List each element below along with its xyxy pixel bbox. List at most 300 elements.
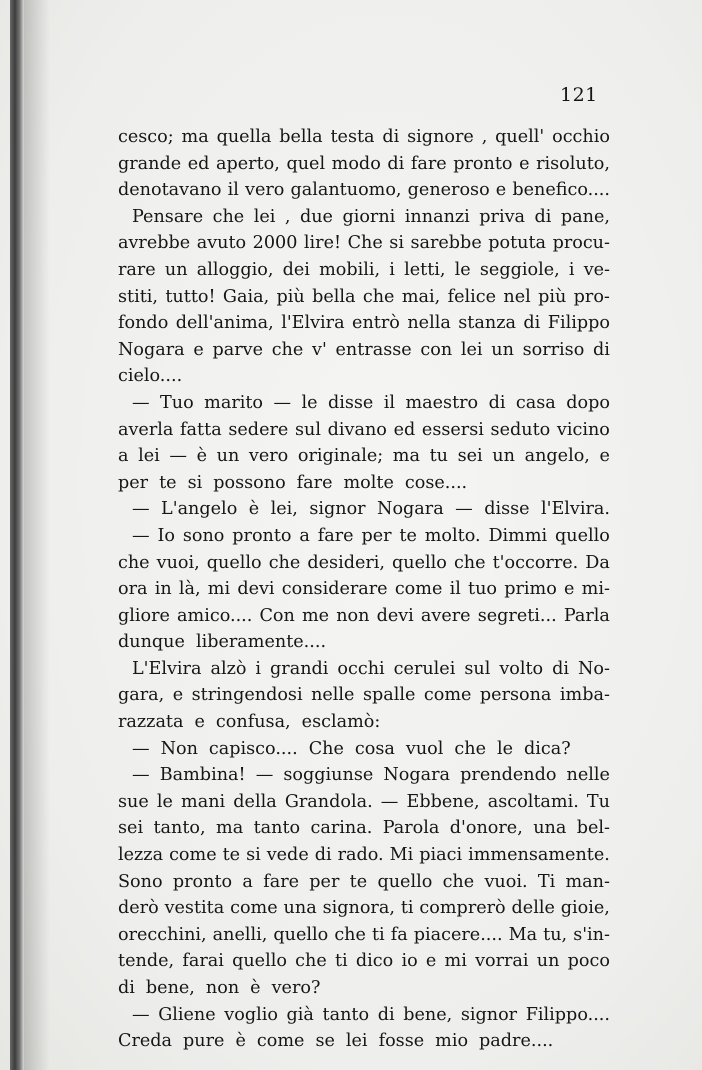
word: dell'anima, [175, 313, 274, 334]
word: Parla [563, 605, 610, 626]
text-line [118, 869, 610, 896]
word: tende, [118, 951, 175, 972]
word: mi [444, 951, 467, 972]
word: risoluto, [536, 153, 610, 174]
word: l'Elvira [281, 313, 345, 334]
word: disse [484, 499, 530, 520]
word: fare [296, 472, 333, 493]
word: ma [392, 446, 420, 467]
word: sul [464, 658, 491, 679]
book-binding-edge [10, 0, 24, 1070]
word: come [394, 579, 443, 600]
word: s'in- [573, 924, 610, 945]
word: gara, [118, 685, 165, 706]
word: sorriso [522, 339, 585, 360]
word: Filippo [547, 313, 610, 334]
word: felice [447, 286, 497, 307]
text-line [118, 736, 610, 763]
word: ora [118, 579, 148, 600]
word: mi [207, 579, 231, 600]
word: dei [282, 259, 310, 280]
word: là, [178, 579, 201, 600]
word: della [233, 791, 277, 812]
word: vicino [556, 419, 610, 440]
word: orecchini, [118, 924, 207, 945]
word: nelle [311, 685, 355, 706]
word: considerare [281, 579, 388, 600]
word: è [250, 978, 261, 998]
text-line [118, 550, 610, 577]
word: Nogara [377, 499, 444, 520]
word: due [299, 206, 333, 227]
word: e [495, 180, 507, 201]
word: Non [160, 738, 198, 759]
word: che [268, 552, 301, 573]
word: di [382, 127, 400, 147]
word: cerulei [393, 658, 456, 679]
page-number: 121 [560, 84, 598, 106]
text-line [118, 257, 610, 284]
text-line [118, 417, 610, 444]
word: di [534, 206, 552, 227]
word: razzata [118, 712, 184, 733]
word: e [564, 579, 575, 600]
word: — [132, 1004, 150, 1025]
word: Gliene [158, 1004, 216, 1025]
word: vorrai [475, 951, 529, 972]
word: è [248, 499, 260, 520]
word: io [401, 951, 418, 972]
word: denotavano [118, 180, 222, 201]
word: No- [578, 658, 610, 679]
text-line [118, 629, 610, 656]
text-line [118, 895, 610, 922]
word: il [449, 579, 461, 600]
word: lei, [270, 499, 298, 520]
word: quello [206, 552, 262, 573]
word: Ti [537, 871, 556, 892]
word: vero? [271, 978, 321, 998]
word: testa [330, 127, 375, 147]
word: di [387, 153, 405, 174]
word: più [538, 286, 567, 307]
text-line [118, 310, 610, 337]
word: di [488, 392, 506, 413]
word: occhio [552, 127, 610, 147]
word: bel- [576, 818, 610, 839]
word: cose.... [404, 472, 468, 493]
word: volto [499, 658, 544, 679]
word: capisco.... [208, 738, 298, 759]
word: signore [407, 127, 474, 147]
word: i [389, 259, 395, 280]
word: fondo [118, 313, 169, 334]
word: più [276, 286, 305, 307]
word: ti [371, 924, 385, 945]
word: ti [400, 898, 414, 919]
word: disse [327, 392, 374, 413]
text-line [118, 709, 610, 736]
word: dico [355, 951, 394, 972]
word: quello [232, 951, 287, 972]
word: che [334, 924, 366, 945]
word: rare [118, 259, 156, 280]
word: bella [279, 127, 323, 147]
word: pane, [560, 206, 610, 227]
word: per [361, 525, 392, 546]
word: pure [183, 1031, 225, 1052]
word: nel [503, 286, 531, 307]
text-line [118, 1028, 610, 1055]
word: soggiunse [283, 765, 374, 786]
word: per [309, 871, 340, 892]
word: modo [331, 153, 381, 174]
word: vuoi, [156, 552, 200, 573]
text-line [118, 496, 610, 523]
word: molte [343, 472, 394, 493]
text-line [118, 284, 610, 311]
word: Sono [118, 871, 163, 892]
word: , [284, 206, 291, 227]
word: mai, [401, 286, 441, 307]
word: — [132, 392, 150, 413]
word: segreti... [477, 605, 557, 626]
text-line [118, 842, 610, 869]
word: casa [515, 392, 556, 413]
word: un [491, 339, 514, 360]
word: ve- [583, 259, 610, 280]
word: tu, [543, 924, 568, 945]
word: quello [392, 552, 447, 573]
word: lei [460, 339, 483, 360]
word: liberamente.... [195, 632, 327, 653]
word: fa [390, 924, 408, 945]
word: giorni [342, 206, 396, 227]
word: signor [309, 499, 366, 520]
word: vestita [164, 898, 225, 919]
word: desideri, [307, 552, 385, 573]
word: e [599, 446, 610, 467]
word: sei [457, 446, 483, 467]
word: mio [435, 1031, 469, 1052]
word: letti, [404, 259, 446, 280]
word: signora, [322, 898, 395, 919]
word: signor [460, 1004, 518, 1025]
text-line [118, 337, 610, 364]
word: si [389, 233, 404, 254]
word: che [362, 286, 395, 307]
word: entrò [352, 313, 400, 334]
word: — [455, 499, 473, 520]
text-line [118, 948, 610, 975]
word: quello [555, 525, 610, 546]
word: Creda [118, 1031, 173, 1052]
text-line [118, 390, 610, 417]
word: Nogara [118, 339, 185, 360]
word: — [132, 499, 150, 520]
word: e [425, 951, 437, 972]
word: Ma [508, 924, 538, 945]
word: rado. [337, 845, 384, 866]
word: dopo [566, 392, 610, 413]
word: confusa, [215, 712, 291, 733]
word: v' [312, 339, 327, 360]
word: te [222, 845, 241, 866]
word: gliore [118, 605, 170, 626]
word: ed [393, 419, 416, 440]
word: possono [213, 472, 286, 493]
text-line [118, 656, 610, 683]
word: comprerò [419, 898, 506, 919]
word: procu- [552, 233, 610, 254]
word: come [230, 898, 278, 919]
text-line [118, 603, 610, 630]
word: galantuomo, [290, 180, 402, 201]
word: vede [266, 845, 309, 866]
word: lezza [118, 845, 164, 866]
word: t'occorre. [492, 552, 579, 573]
text-line [118, 1002, 610, 1029]
word: bene, [403, 1004, 453, 1025]
word: Mi [389, 845, 414, 866]
word: e [172, 685, 184, 706]
word: tanto, [153, 818, 206, 839]
word: avrebbe [118, 233, 191, 254]
word: ed [187, 153, 210, 174]
word: immensamente. [468, 845, 610, 866]
word: come [169, 845, 217, 866]
word: te [159, 472, 177, 493]
word: Ebbene, [406, 791, 480, 812]
word: e [519, 153, 530, 174]
word: mi- [581, 579, 610, 600]
text-line [118, 789, 610, 816]
word: esclamò: [301, 712, 381, 733]
word: Tu [586, 791, 610, 812]
word: pronto [172, 871, 233, 892]
text-line [118, 443, 610, 470]
word: Io [157, 525, 175, 546]
word: Nogara [383, 765, 451, 786]
word: parve [212, 339, 263, 360]
word: fatta [180, 419, 222, 440]
word: è [235, 1031, 246, 1052]
word: che [212, 206, 245, 227]
word: cosa [354, 738, 395, 759]
word: occhi [337, 658, 385, 679]
word: sedere [228, 419, 289, 440]
word: te [399, 525, 417, 546]
word: quell' [495, 127, 545, 147]
word: primo [504, 579, 557, 600]
word: se [315, 1031, 335, 1052]
word: — [169, 446, 187, 467]
word: grande [118, 153, 182, 174]
word: una [533, 818, 567, 839]
word: — [132, 738, 150, 759]
word: vuoi. [484, 871, 528, 892]
word: non [336, 605, 370, 626]
word: Pensare [132, 206, 204, 227]
word: è [196, 446, 208, 467]
word: fosse [378, 1031, 425, 1052]
word: Gaia, [222, 286, 270, 307]
word: — [132, 525, 150, 546]
word: le [497, 738, 514, 759]
word: Filippo.... [525, 1004, 610, 1025]
word: alzò [210, 658, 247, 679]
word: quello [377, 871, 433, 892]
word: a [242, 871, 253, 892]
text-line [118, 922, 610, 949]
text-line [118, 151, 610, 178]
text-line [118, 124, 610, 151]
word: imba- [559, 685, 610, 706]
word: di [314, 845, 332, 866]
word: per [118, 472, 149, 493]
word: devi [237, 579, 275, 600]
text-line [118, 975, 610, 1002]
word: stiti, [118, 286, 159, 307]
word: lei [345, 1031, 368, 1052]
word: si [187, 472, 203, 493]
word: L'angelo [161, 499, 238, 520]
word: di [118, 978, 135, 998]
word: Che [347, 233, 383, 254]
word: una [283, 898, 317, 919]
text-line [118, 762, 610, 789]
word: — [132, 765, 150, 786]
word: con [420, 339, 453, 360]
text-line [118, 682, 610, 709]
word: derò [118, 898, 159, 919]
word: te [349, 871, 368, 892]
word: quel [286, 153, 326, 174]
word: stanza [458, 313, 516, 334]
word: Grandola. [284, 791, 373, 812]
word: averla [118, 419, 174, 440]
word: sue [118, 791, 149, 812]
word: pro- [573, 286, 610, 307]
word: 2000 [252, 233, 298, 254]
word: poco [567, 951, 610, 972]
word: — [255, 765, 274, 786]
word: come [256, 1031, 305, 1052]
word: lei [253, 206, 276, 227]
word: tuo [468, 579, 498, 600]
word: ma [181, 127, 209, 147]
word: Che [308, 738, 344, 759]
text-line [118, 363, 610, 390]
word: L'Elvira [132, 658, 202, 679]
word: alloggio, [196, 259, 274, 280]
word: padre.... [479, 1031, 554, 1052]
word: Dimmi [488, 525, 548, 546]
word: a [118, 446, 129, 467]
word: tutto! [165, 286, 216, 307]
word: pronto [453, 153, 513, 174]
word: di [377, 1004, 395, 1025]
word: ascoltami. [487, 791, 579, 812]
word: vero [245, 180, 285, 201]
word: d'onore, [449, 818, 523, 839]
word: grandi [270, 658, 329, 679]
word: — [273, 392, 292, 413]
word: a [299, 525, 310, 546]
word: quello [273, 924, 329, 945]
body-text [118, 124, 610, 1055]
word: tanto [253, 818, 301, 839]
word: vero [248, 446, 289, 467]
word: angelo, [524, 446, 590, 467]
word: spalle [362, 685, 416, 706]
word: anelli, [212, 924, 268, 945]
word: Da [585, 552, 610, 573]
word: marito [204, 392, 264, 413]
word: sul [294, 419, 321, 440]
word: l'Elvira. [541, 499, 610, 520]
text-line [118, 177, 610, 204]
word: me [301, 605, 330, 626]
word: i [255, 658, 262, 679]
word: sei [118, 818, 144, 839]
text-line [118, 523, 610, 550]
word: in [154, 579, 172, 600]
word: di [593, 339, 610, 360]
word: che [453, 552, 486, 573]
word: nella [407, 313, 451, 334]
word: essersi [421, 419, 484, 440]
word: entrasse [335, 339, 412, 360]
word: benefico.... [512, 180, 610, 201]
word: nelle [566, 765, 610, 786]
word: Tuo [160, 392, 194, 413]
word: come [423, 685, 472, 706]
word: che [295, 951, 327, 972]
word: ma [216, 818, 244, 839]
word: priva [479, 206, 526, 227]
word: fare [263, 871, 300, 892]
word: si [246, 845, 261, 866]
word: farai [182, 951, 224, 972]
word: ti [334, 951, 348, 972]
text-line [118, 230, 610, 257]
word: i [568, 259, 575, 280]
word: seggiole, [479, 259, 560, 280]
word: sarebbe [410, 233, 482, 254]
text-line [118, 470, 610, 497]
word: cielo.... [118, 366, 183, 387]
word: fare [317, 525, 354, 546]
word: un [164, 259, 188, 280]
word: potuta [488, 233, 547, 254]
text-line [118, 576, 610, 603]
word: prendendo [460, 765, 557, 786]
word: le [301, 392, 318, 413]
word: piacere.... [413, 924, 503, 945]
word: dica? [524, 738, 571, 759]
word: tanto [322, 1004, 370, 1025]
word: che [271, 339, 304, 360]
word: man- [565, 871, 610, 892]
word: che [454, 738, 486, 759]
word: voglio [224, 1004, 278, 1025]
word: il [227, 180, 239, 201]
word: già [286, 1004, 314, 1025]
word: le [156, 791, 173, 812]
word: lire! [303, 233, 342, 254]
word: che [118, 552, 150, 573]
